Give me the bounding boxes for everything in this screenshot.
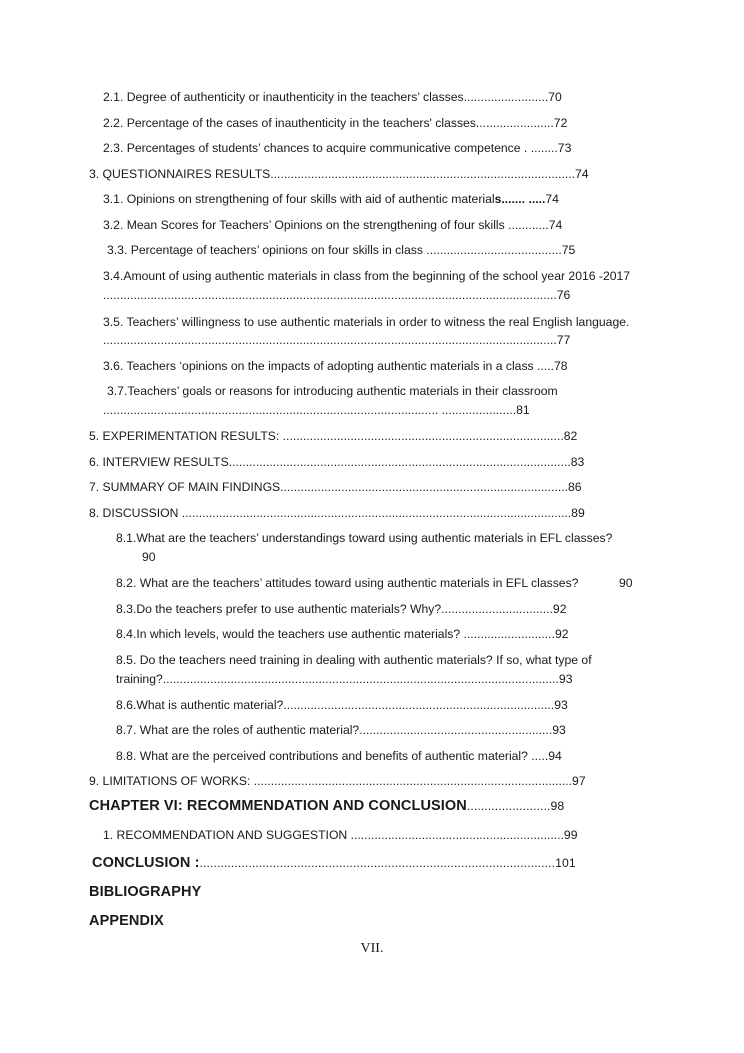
toc-entry-2-1: 2.1. Degree of authenticity or inauthenticity in the teachers’ classes.........................70: [103, 90, 562, 104]
toc-entry-8-1-line1: 8.1.What are the teachers’ understandings toward using authentic materials in EFL classes?: [116, 531, 613, 545]
toc-entry-8-5-line2: training?.....................................................................................................................93: [116, 672, 573, 686]
toc-entry-3-5-line2: ......................................................................................................................................77: [103, 333, 571, 347]
toc-entry-5: 5. EXPERIMENTATION RESULTS: ...................................................................................82: [89, 429, 578, 443]
toc-entry-3-3: 3.3. Percentage of teachers’ opinions on four skills in class ........................................75: [107, 243, 576, 257]
conclusion-heading: [92, 856, 576, 871]
toc-entry-3-6: 3.6. Teachers ‘opinions on the impacts of adopting authentic materials in a class .....78: [103, 359, 568, 373]
toc-entry-7: 7. SUMMARY OF MAIN FINDINGS.....................................................................................86: [89, 480, 582, 494]
toc-entry-3-1-bold: s....... .....: [494, 192, 546, 206]
chapter-vi-title: CHAPTER VI: RECOMMENDATION AND CONCLUSION: [89, 798, 467, 814]
toc-entry-8-5-line1: 8.5. Do the teachers need training in dealing with authentic materials? If so, what type of: [116, 653, 592, 667]
toc-entry-8-2: 8.2. What are the teachers’ attitudes toward using authentic materials in EFL classes?: [116, 576, 579, 590]
conclusion-dots: ......................................................................................................101: [199, 856, 576, 870]
toc-entry-2-2: 2.2. Percentage of the cases of inauthenticity in the teachers' classes.......................72: [103, 116, 568, 130]
conclusion-title: CONCLUSION :: [92, 855, 200, 871]
toc-entry-3-7-line2: ................................................................................................... ......................81: [103, 403, 530, 417]
toc-entry-6: 6. INTERVIEW RESULTS.....................................................................................................83: [89, 455, 585, 469]
toc-entry-3-4-line1: 3.4.Amount of using authentic materials in class from the beginning of the school year 2016 -2017: [103, 269, 631, 283]
page-number: VII.: [360, 941, 384, 956]
toc-entry-3: 3. QUESTIONNAIRES RESULTS..........................................................................................74: [89, 167, 589, 181]
toc-entry-3-5-line1: 3.5. Teachers’ willingness to use authentic materials in order to witness the real English language.: [103, 315, 630, 329]
toc-entry-9: 9. LIMITATIONS OF WORKS: ..............................................................................................97: [89, 774, 586, 788]
toc-entry-8-7: 8.7. What are the roles of authentic material?.........................................................93: [116, 723, 566, 737]
toc-entry-3-1-text: 3.1. Opinions on strengthening of four skills with aid of authentic material: [103, 192, 495, 206]
appendix-heading: APPENDIX: [89, 913, 164, 929]
chapter-vi-heading: [89, 799, 564, 814]
chapter-vi-dots: ........................98: [466, 799, 565, 813]
toc-entry-8-4: 8.4.In which levels, would the teachers use authentic materials? ...........................92: [116, 627, 569, 641]
toc-entry-3-4-line2: ......................................................................................................................................76: [103, 288, 571, 302]
toc-entry-8-1-line2: 90: [142, 550, 156, 564]
bibliography-heading: BIBLIOGRAPHY: [89, 884, 202, 900]
toc-entry-8-6: 8.6.What is authentic material?................................................................................93: [116, 698, 568, 712]
toc-entry-8: 8. DISCUSSION ...................................................................................................................89: [89, 506, 585, 520]
toc-entry-3-7-line1: 3.7.Teachers’ goals or reasons for introducing authentic materials in their classroom: [107, 384, 558, 398]
toc-entry-3-1-page: 74: [545, 192, 559, 206]
toc-entry-8-8: 8.8. What are the perceived contributions and benefits of authentic material? .....94: [116, 749, 562, 763]
toc-entry-3-2: 3.2. Mean Scores for Teachers’ Opinions on the strengthening of four skills ............74: [103, 218, 563, 232]
toc-entry-8-3: 8.3.Do the teachers prefer to use authentic materials? Why?.................................92: [116, 602, 567, 616]
toc-entry-1-recommendation: 1. RECOMMENDATION AND SUGGESTION ...............................................................99: [103, 828, 578, 842]
toc-entry-3-1: [103, 192, 559, 207]
toc-entry-2-3: 2.3. Percentages of students’ chances to acquire communicative competence . ........73: [103, 141, 572, 155]
toc-entry-8-2-page: 90: [619, 576, 633, 590]
